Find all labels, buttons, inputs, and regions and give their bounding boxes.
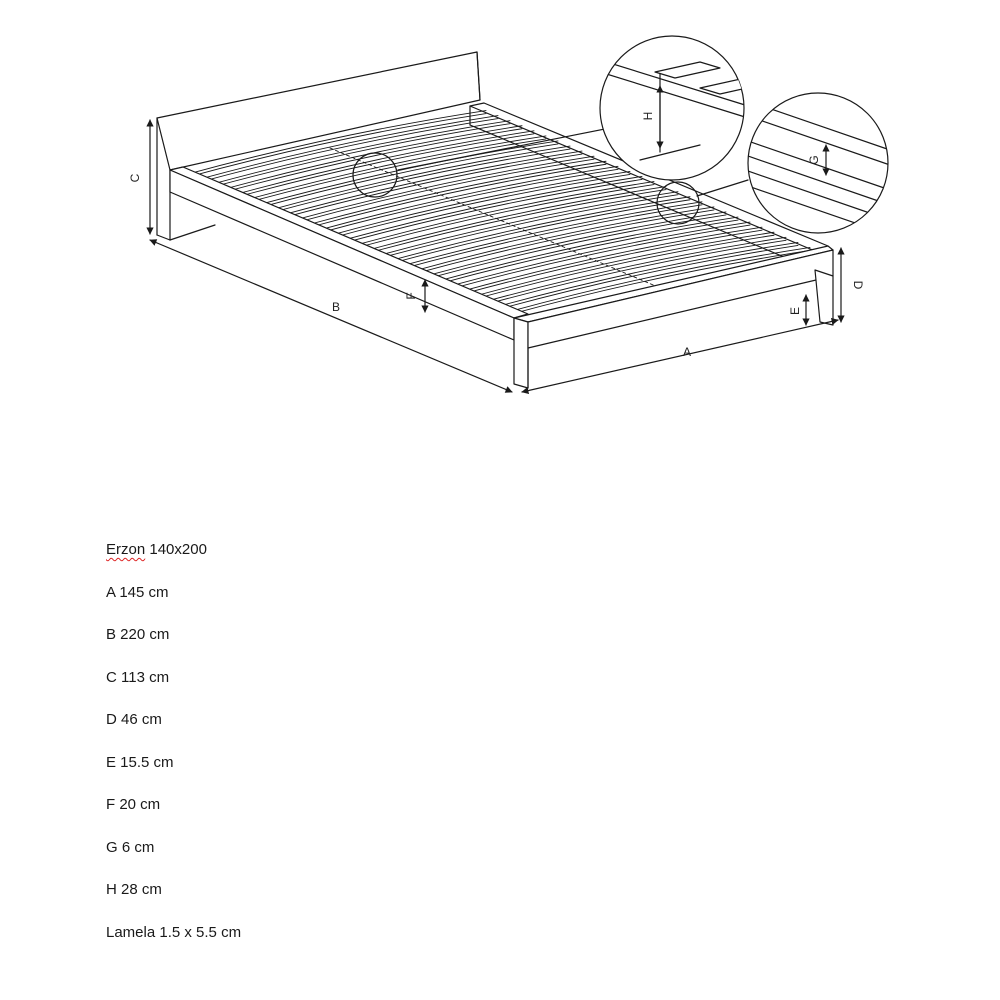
spec-list [106,540,506,965]
label-a: A [682,345,692,359]
spec-e: E 15.5 cm [106,753,174,771]
spec-c: C 113 cm [106,668,170,686]
spec-d: D 46 cm [106,711,162,728]
product-size: 140x200 [149,541,207,558]
spec-f: F 20 cm [106,796,161,813]
label-b: B [331,300,341,314]
label-c: C [128,173,142,183]
spec-b: B 220 cm [106,626,170,643]
product-brand: Erzon [106,541,146,558]
detail-h-zoom [600,36,765,180]
spec-lamela: Lamela 1.5 x 5.5 cm [106,923,242,941]
label-e: E [788,306,802,316]
label-g: G [807,155,821,165]
headboard [157,52,480,240]
spec-a: A 145 cm [106,583,169,601]
label-d: D [851,280,865,290]
spec-g: G 6 cm [106,838,155,856]
label-h: H [641,111,655,121]
product-title [106,540,506,560]
spec-h: H 28 cm [106,881,162,898]
bed-frame-diagram [0,0,1000,440]
label-f: F [404,292,418,300]
